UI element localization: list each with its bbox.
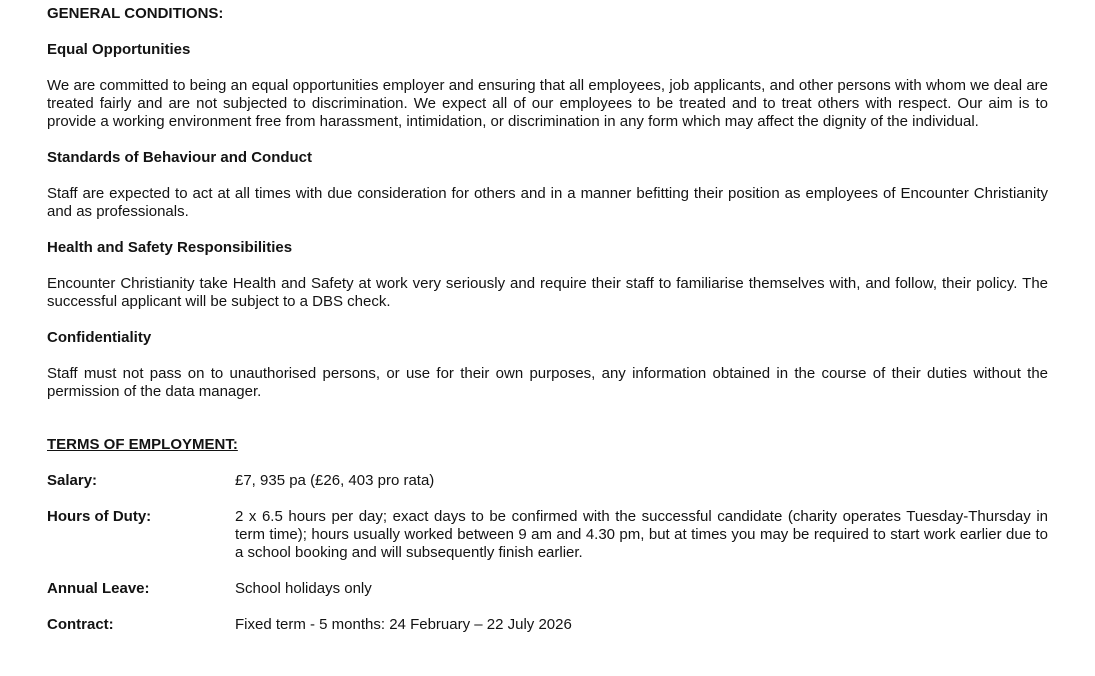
section-title: Confidentiality xyxy=(47,329,152,346)
term-value-hours-of-duty: 2 x 6.5 hours per day; exact days to be confirmed with the successful candidate (charity operates Tuesday-Thursday in term time); hours usually worked between 9 am and 4.30 pm, but at times you may be required to start work earlier due to a school booking and will subsequently finish earlier. xyxy=(235,508,1048,561)
term-label-salary: Salary: xyxy=(47,472,98,489)
section-confidentiality xyxy=(47,329,1048,401)
section-title: Health and Safety Responsibilities xyxy=(47,239,293,256)
terms-table xyxy=(47,472,1048,634)
term-label-contract: Contract: xyxy=(47,616,114,633)
section-health-and-safety xyxy=(47,239,1048,311)
section-standards-of-behaviour xyxy=(47,149,1048,221)
section-equal-opportunities xyxy=(47,41,1048,131)
section-body: Staff are expected to act at all times with due consideration for others and in a manner befitting their position as employees of Encounter Christianity and as professionals. xyxy=(47,185,1048,220)
general-conditions-heading: GENERAL CONDITIONS: xyxy=(47,5,224,22)
term-value-annual-leave: School holidays only xyxy=(235,580,372,597)
term-label-hours-of-duty: Hours of Duty: xyxy=(47,508,152,525)
term-value-contract: Fixed term - 5 months: 24 February – 22 July 2026 xyxy=(235,616,572,633)
terms-of-employment-heading: TERMS OF EMPLOYMENT: xyxy=(47,436,238,453)
term-label-annual-leave: Annual Leave: xyxy=(47,580,150,597)
section-body: We are committed to being an equal opportunities employer and ensuring that all employees, job applicants, and other persons with whom we deal are treated fairly and are not subjected to discrimination. We expect all of our employees to be treated and to treat others with respect. Our aim is to provide a working environment free from harassment, intimidation, or discrimination in any form which may affect the dignity of the individual. xyxy=(47,77,1048,130)
section-body: Encounter Christianity take Health and Safety at work very seriously and require their staff to familiarise themselves with, and follow, their policy. The successful applicant will be subject to a DBS check. xyxy=(47,275,1048,310)
term-value-salary: £7, 935 pa (£26, 403 pro rata) xyxy=(235,472,435,489)
section-title: Standards of Behaviour and Conduct xyxy=(47,149,313,166)
section-title: Equal Opportunities xyxy=(47,41,191,58)
section-body: Staff must not pass on to unauthorised persons, or use for their own purposes, any information obtained in the course of their duties without the permission of the data manager. xyxy=(47,365,1048,400)
